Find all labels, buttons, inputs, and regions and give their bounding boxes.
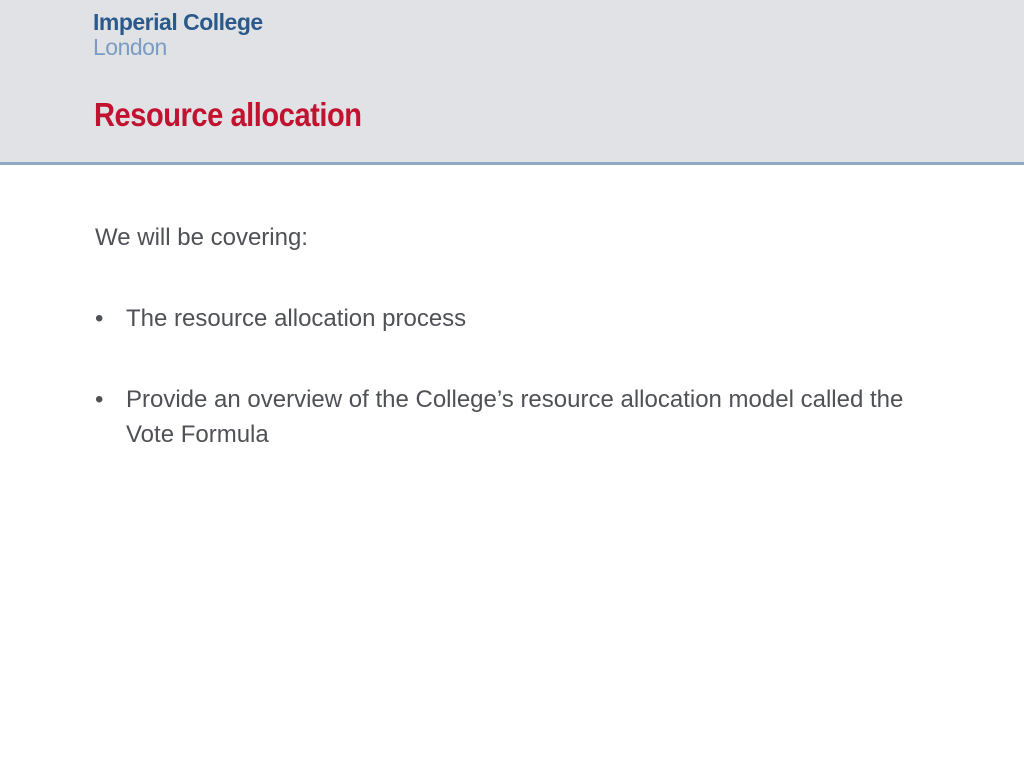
slide-body — [95, 220, 955, 498]
logo-line-1: Imperial College — [93, 9, 263, 35]
bullet-icon: • — [95, 305, 104, 332]
slide-title: Resource allocation — [94, 96, 362, 133]
logo-line-2: London — [93, 34, 167, 60]
list-item — [95, 301, 955, 336]
list-item — [95, 382, 955, 452]
slide-header — [0, 0, 1024, 165]
imperial-college-logo — [93, 11, 263, 59]
bullet-text: The resource allocation process — [126, 305, 467, 332]
intro-text: We will be covering: — [95, 224, 308, 251]
bullet-icon: • — [95, 386, 104, 413]
bullet-list — [95, 301, 955, 452]
bullet-text: Provide an overview of the College’s resource allocation model called the Vote Formula — [126, 386, 904, 448]
